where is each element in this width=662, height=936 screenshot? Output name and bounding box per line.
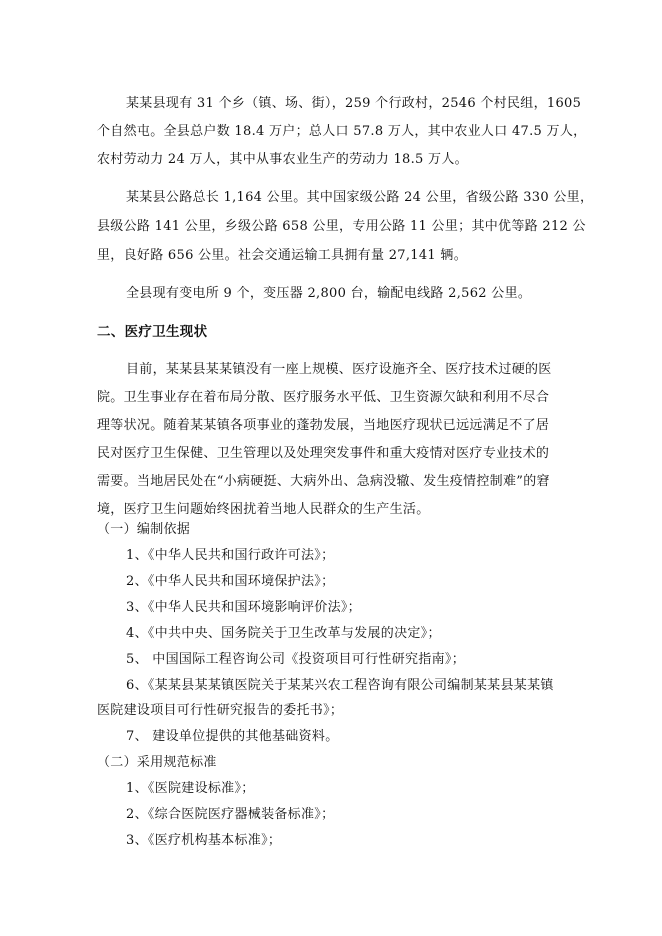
roads-line-3: 里，良好路 656 公里。社会交通运输工具拥有量 27,141 辆。: [97, 248, 468, 263]
basis-item-5: 5、 中国国际工程咨询公司《投资项目可行性研究指南》；: [126, 652, 466, 667]
roads-line-2: 县级公路 141 公里，乡级公路 658 公里，专用公路 11 公里；其中优等路 212 公: [97, 219, 586, 234]
basis-item-7: 7、 建设单位提供的其他基础资料。: [126, 729, 339, 744]
roads-line-1: 某某县公路总长 1,164 公里。其中国家级公路 24 公里，省级公路 330 公里，: [126, 190, 594, 205]
standards-item-2: 2、《综合医院医疗器械装备标准》；: [126, 807, 335, 822]
medical-line-3: 理等状况。随着某某镇各项事业的蓬勃发展，当地医疗现状已远远满足不了居: [97, 418, 550, 433]
basis-item-4: 4、《中共中央、国务院关于卫生改革与发展的决定》；: [126, 626, 441, 641]
section-two-heading: 二、医疗卫生现状: [97, 324, 208, 340]
basis-item-1: 1、《中华人民共和国行政许可法》；: [126, 548, 335, 563]
medical-line-1: 目前，某某县某某镇没有一座上规模、医疗设施齐全、医疗技术过硬的医: [126, 362, 552, 377]
basis-item-3: 3、《中华人民共和国环境影响评价法》；: [126, 600, 361, 615]
standards-heading: （二）采用规范标准: [97, 755, 217, 770]
basis-item-2: 2、《中华人民共和国环境保护法》；: [126, 574, 335, 589]
power-line-1: 全县现有变电所 9 个，变压器 2,800 台，输配电线路 2,562 公里。: [126, 286, 532, 301]
overview-line-3: 农村劳动力 24 万人，其中从事农业生产的劳动力 18.5 万人。: [97, 152, 468, 167]
medical-line-5: 需要。当地居民处在“小病硬挺、大病外出、急病没辙、发生疫情控制难”的窘: [97, 474, 550, 489]
overview-line-1: 某某县现有 31 个乡（镇、场、街），259 个行政村，2546 个村民组，1605: [126, 96, 582, 111]
basis-heading: （一）编制依据: [97, 522, 191, 537]
medical-line-2: 院。卫生事业存在着布局分散、医疗服务水平低、卫生资源欠缺和利用不尽合: [97, 390, 550, 405]
medical-line-6: 境，医疗卫生问题始终困扰着当地人民群众的生产生活。: [97, 502, 430, 517]
standards-item-1: 1、《医院建设标准》；: [126, 781, 255, 796]
basis-item-6-continued: 医院建设项目可行性研究报告的委托书》；: [97, 703, 344, 718]
basis-item-6: 6、《某某县某某镇医院关于某某兴农工程咨询有限公司编制某某县某某镇: [126, 678, 554, 693]
standards-item-3: 3、《医疗机构基本标准》；: [126, 833, 282, 848]
overview-line-2: 个自然屯。全县总户数 18.4 万户；总人口 57.8 万人，其中农业人口 47.5 万人，: [97, 124, 587, 139]
medical-line-4: 民对医疗卫生保健、卫生管理以及处理突发事件和重大疫情对医疗专业技术的: [97, 446, 550, 461]
